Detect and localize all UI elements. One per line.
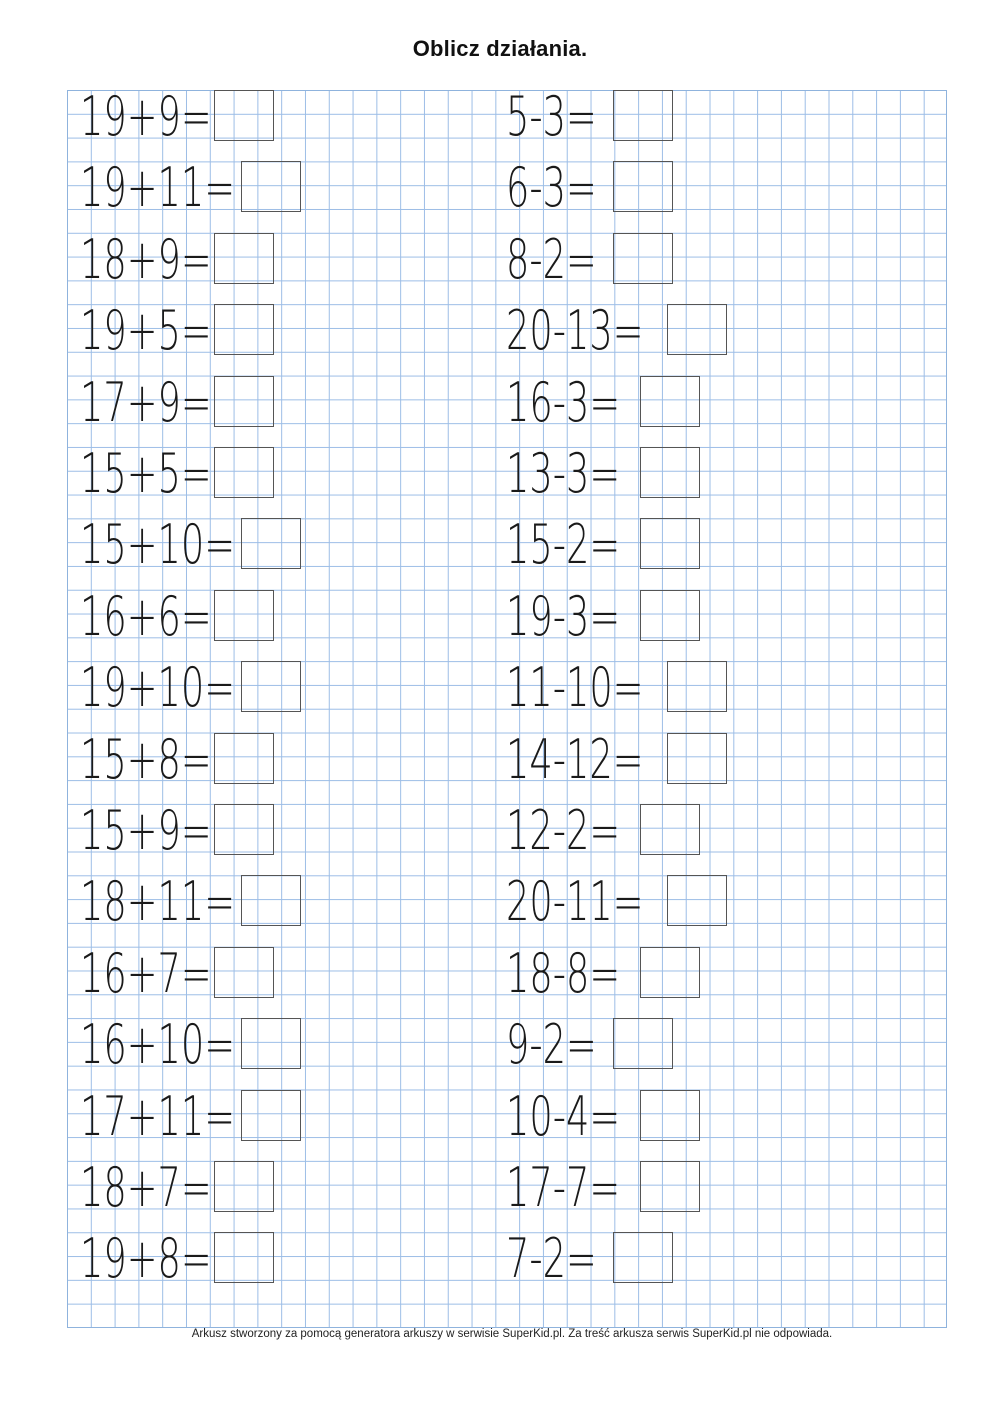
exercise-row-right	[506, 941, 674, 1005]
answer-box[interactable]	[640, 947, 700, 998]
exercise-row-left	[80, 515, 308, 575]
exercise-row-left	[80, 1158, 274, 1218]
answer-box[interactable]	[241, 518, 301, 569]
math-expression: 11-10=	[506, 656, 644, 720]
answer-box[interactable]	[214, 733, 274, 784]
exercise-row-right	[506, 658, 708, 718]
math-expression: 8-2=	[506, 227, 597, 291]
page-title: Oblicz działania.	[412, 36, 588, 61]
math-expression: 16+7=	[80, 941, 212, 1005]
answer-box[interactable]	[214, 1232, 274, 1283]
answer-box[interactable]	[667, 875, 727, 926]
footer-note: Arkusz stworzony za pomocą generatora arkuszy w serwisie SuperKid.pl. Za treść arkusza serwis SuperKid.pl nie odpowiada.	[191, 1328, 833, 1340]
exercise-row-left	[80, 1229, 274, 1289]
math-expression: 20-11=	[506, 870, 644, 934]
math-expression: 10-4=	[506, 1084, 621, 1148]
math-expression: 17+11=	[80, 1084, 235, 1148]
exercise-row-right	[506, 1229, 639, 1289]
math-expression: 7-2=	[506, 1227, 597, 1291]
math-expression: 16-3=	[506, 370, 621, 434]
exercise-row-left	[80, 941, 274, 1005]
answer-box[interactable]	[214, 1161, 274, 1212]
exercise-row-right	[506, 872, 708, 932]
math-expression: 19+10=	[80, 656, 235, 720]
exercise-row-right	[506, 370, 674, 434]
exercise-row-right	[506, 301, 708, 361]
answer-box[interactable]	[613, 161, 673, 212]
exercise-row-left	[80, 727, 274, 791]
exercise-row-right	[506, 801, 674, 861]
answer-box[interactable]	[613, 233, 673, 284]
answer-box[interactable]	[640, 1090, 700, 1141]
answer-box[interactable]	[241, 1090, 301, 1141]
exercise-row-left	[80, 301, 274, 361]
math-expression: 16+6=	[80, 584, 212, 648]
exercise-row-right	[506, 727, 708, 791]
math-expression: 13-3=	[506, 442, 621, 505]
exercise-row-right	[506, 158, 639, 218]
exercise-row-right	[506, 87, 639, 147]
math-expression: 6-3=	[506, 156, 597, 220]
answer-box[interactable]	[241, 161, 301, 212]
math-expression: 19+5=	[80, 299, 212, 363]
math-expression: 20-13=	[506, 299, 644, 363]
exercise-row-left	[80, 872, 308, 932]
exercise-row-right	[506, 1158, 674, 1218]
exercise-row-left	[80, 658, 308, 718]
exercise-row-left	[80, 158, 308, 218]
exercise-row-left	[80, 1015, 308, 1075]
math-expression: 18+9=	[80, 227, 212, 291]
math-expression: 17+9=	[80, 370, 212, 434]
exercise-row-left	[80, 87, 274, 147]
math-expression: 15-2=	[506, 513, 621, 577]
answer-box[interactable]	[214, 304, 274, 355]
exercise-row-right	[506, 1015, 639, 1075]
answer-box[interactable]	[667, 661, 727, 712]
math-expression: 19+8=	[80, 1227, 212, 1291]
math-expression: 17-7=	[506, 1156, 621, 1219]
math-expression: 18+7=	[80, 1156, 212, 1219]
math-expression: 18-8=	[506, 941, 621, 1005]
answer-box[interactable]	[640, 804, 700, 855]
answer-box[interactable]	[667, 304, 727, 355]
answer-box[interactable]	[241, 875, 301, 926]
math-expression: 5-3=	[506, 85, 597, 148]
exercise-row-left	[80, 370, 274, 434]
math-expression: 15+9=	[80, 799, 212, 862]
answer-box[interactable]	[613, 1232, 673, 1283]
math-expression: 14-12=	[506, 727, 644, 791]
answer-box[interactable]	[667, 733, 727, 784]
math-expression: 16+10=	[80, 1013, 235, 1077]
exercise-row-left	[80, 801, 274, 861]
answer-box[interactable]	[640, 376, 700, 427]
math-expression: 9-2=	[506, 1013, 597, 1077]
math-expression: 18+11=	[80, 870, 235, 934]
exercise-row-left	[80, 227, 274, 291]
answer-box[interactable]	[640, 1161, 700, 1212]
answer-box[interactable]	[640, 447, 700, 498]
answer-box[interactable]	[241, 661, 301, 712]
answer-box[interactable]	[214, 947, 274, 998]
math-expression: 19-3=	[506, 584, 621, 648]
exercise-row-right	[506, 227, 639, 291]
exercise-row-right	[506, 515, 674, 575]
answer-box[interactable]	[214, 233, 274, 284]
math-expression: 15+5=	[80, 442, 212, 505]
answer-box[interactable]	[613, 1018, 673, 1069]
answer-box[interactable]	[214, 376, 274, 427]
math-expression: 19+11=	[80, 156, 235, 220]
math-expression: 19+9=	[80, 85, 212, 148]
exercise-row-left	[80, 444, 274, 504]
exercise-row-left	[80, 584, 274, 648]
math-expression: 12-2=	[506, 799, 621, 862]
exercise-row-right	[506, 444, 674, 504]
answer-box[interactable]	[241, 1018, 301, 1069]
answer-box[interactable]	[214, 804, 274, 855]
answer-box[interactable]	[640, 590, 700, 641]
answer-box[interactable]	[214, 90, 274, 141]
exercise-row-left	[80, 1084, 308, 1148]
answer-box[interactable]	[214, 590, 274, 641]
math-expression: 15+10=	[80, 513, 235, 577]
exercise-row-right	[506, 584, 674, 648]
exercise-row-right	[506, 1084, 674, 1148]
answer-box[interactable]	[613, 90, 673, 141]
answer-box[interactable]	[214, 447, 274, 498]
math-expression: 15+8=	[80, 727, 212, 791]
answer-box[interactable]	[640, 518, 700, 569]
